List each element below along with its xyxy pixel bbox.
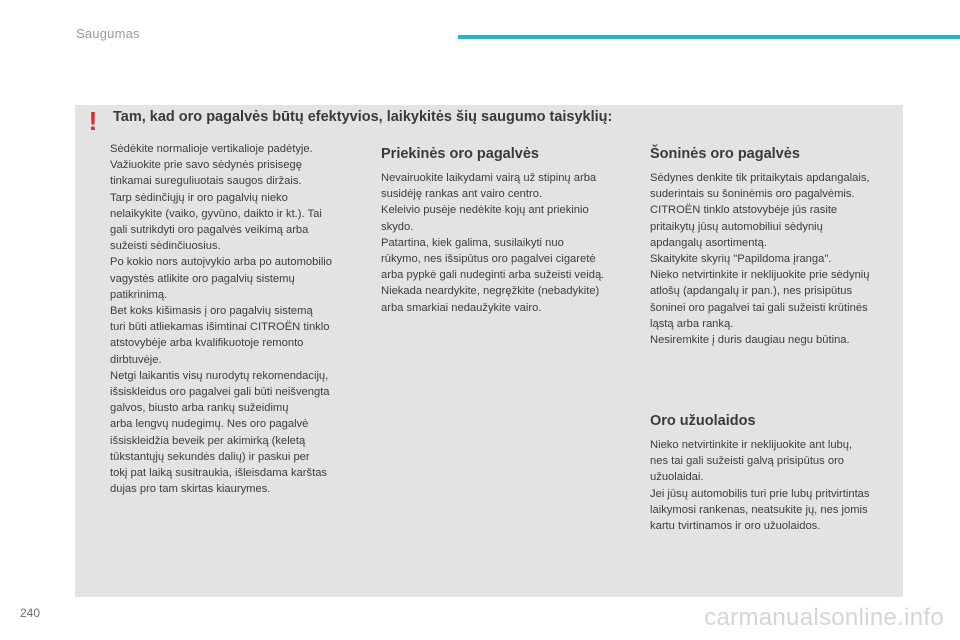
side-line: Nesiremkite į duris daugiau negu būtina. bbox=[650, 334, 850, 347]
intro-line: tokį pat laiką susitraukia, išleisdama karštas bbox=[110, 467, 328, 480]
curtain-line: nes tai gali sužeisti galvą prisipūtus oro bbox=[650, 455, 845, 468]
front-line: Patartina, kiek galima, susilaikyti nuo bbox=[381, 236, 564, 249]
intro-line: išsiskleidžia beveik per akimirką (keletą bbox=[110, 434, 306, 447]
front-line: Keleivio pusėje nedėkite kojų ant priekinio bbox=[381, 204, 589, 217]
page-number: 240 bbox=[20, 606, 41, 620]
curtain-line: Nieko netvirtinkite ir neklijuokite ant lubų, bbox=[650, 439, 853, 451]
front-line: skydo. bbox=[381, 220, 414, 233]
intro-line: Sėdėkite normalioje vertikalioje padėtyje. bbox=[110, 143, 313, 155]
side-airbags-heading: Šoninės oro pagalvės bbox=[650, 146, 800, 162]
front-line: arba pypkė gali nudeginti arba sužeisti veidą. bbox=[381, 269, 605, 282]
intro-line: Po kokio nors autoįvykio arba po automobilio bbox=[110, 256, 333, 269]
curtain-airbags-heading: Oro užuolaidos bbox=[650, 413, 756, 429]
side-line: apdangalų asortimentą. bbox=[650, 236, 767, 249]
intro-line: gali sutrikdyti oro pagalvės veikimą arba bbox=[110, 224, 309, 237]
curtain-line: laikymosi rankenas, neatsukite jų, nes jomis bbox=[650, 503, 868, 516]
front-line: Niekada neardykite, negręžkite (nebadykite) bbox=[381, 285, 600, 298]
side-line: Sėdynes denkite tik pritaikytais apdangalais, bbox=[650, 172, 870, 184]
front-airbags-column bbox=[381, 145, 639, 316]
front-airbags-heading: Priekinės oro pagalvės bbox=[381, 146, 539, 162]
intro-line: patikrinimą. bbox=[110, 288, 168, 301]
side-line: pritaikytų jūsų automobiliui sėdynių bbox=[650, 220, 823, 233]
header-accent-rule bbox=[458, 35, 960, 39]
section-title: Saugumas bbox=[76, 26, 140, 41]
intro-line: atstovybėje arba kvalifikuotoje remonto bbox=[110, 337, 304, 350]
intro-line: sužeisti sėdinčiuosius. bbox=[110, 240, 221, 253]
side-line: CITROËN tinklo atstovybėje jūs rasite bbox=[650, 204, 838, 217]
intro-line: nelaikykite (vaiko, gyvūno, daikto ir kt.). Tai bbox=[110, 207, 322, 220]
side-line: ląstą arba ranką. bbox=[650, 317, 734, 330]
intro-line: vagystės atlikite oro pagalvių sistemų bbox=[110, 272, 295, 285]
intro-line: Bet koks kišimasis į oro pagalvių sistemą bbox=[110, 305, 313, 318]
curtain-airbags-column bbox=[650, 412, 900, 534]
side-line: šoninei oro pagalvei tai gali sužeisti krūtinės bbox=[650, 301, 868, 314]
curtain-line: užuolaidai. bbox=[650, 471, 704, 484]
intro-line: galvos, biusto arba rankų sužeidimų bbox=[110, 402, 289, 415]
intro-column bbox=[110, 141, 368, 497]
intro-line: turi būti atliekamas išimtinai CITROËN tinklo bbox=[110, 321, 330, 334]
front-line: rūkymo, nes išsipūtus oro pagalvei cigaretė bbox=[381, 253, 596, 266]
exclamation-icon: ! bbox=[88, 106, 98, 136]
side-line: Skaitykite skyrių "Papildoma įranga". bbox=[650, 253, 832, 266]
side-airbags-column bbox=[650, 145, 900, 348]
front-line: Nevairuokite laikydami vairą už stipinų arba bbox=[381, 172, 597, 184]
front-line: arba smarkiai nedaužykite vairo. bbox=[381, 301, 542, 314]
intro-line: tūkstantųjų sekundės dalių) ir paskui per bbox=[110, 450, 310, 463]
side-line: suderintais su šoninėmis oro pagalvėmis. bbox=[650, 188, 855, 201]
intro-line: Netgi laikantis visų nurodytų rekomendacijų, bbox=[110, 369, 329, 382]
front-line: susidėję rankas ant vairo centro. bbox=[381, 188, 543, 201]
side-line: Nieko netvirtinkite ir neklijuokite prie sėdynių bbox=[650, 269, 870, 282]
intro-line: arba lengvų nudegimų. Nes oro pagalvė bbox=[110, 418, 309, 431]
curtain-line: Jei jūsų automobilis turi prie lubų pritvirtintas bbox=[650, 487, 870, 500]
intro-line: tinkamai sureguliuotais saugos diržais. bbox=[110, 175, 302, 188]
watermark: carmanualsonline.info bbox=[704, 604, 944, 631]
intro-line: Važiuokite prie savo sėdynės prisisegę bbox=[110, 159, 302, 172]
warning-headline: Tam, kad oro pagalvės būtų efektyvios, laikykitės šių saugumo taisyklių: bbox=[113, 109, 613, 125]
intro-line: Tarp sėdinčiųjų ir oro pagalvių nieko bbox=[110, 191, 288, 204]
side-line: atlošų (apdangalų ir pan.), nes prisipūtus bbox=[650, 285, 853, 298]
intro-line: išsiskleidus oro pagalvei gali būti neišvengta bbox=[110, 386, 330, 399]
intro-line: dujas pro tam skirtas kiaurymes. bbox=[110, 483, 271, 496]
curtain-line: kartu tvirtinamos ir oro užuolaidos. bbox=[650, 520, 821, 533]
intro-line: dirbtuvėje. bbox=[110, 353, 162, 366]
